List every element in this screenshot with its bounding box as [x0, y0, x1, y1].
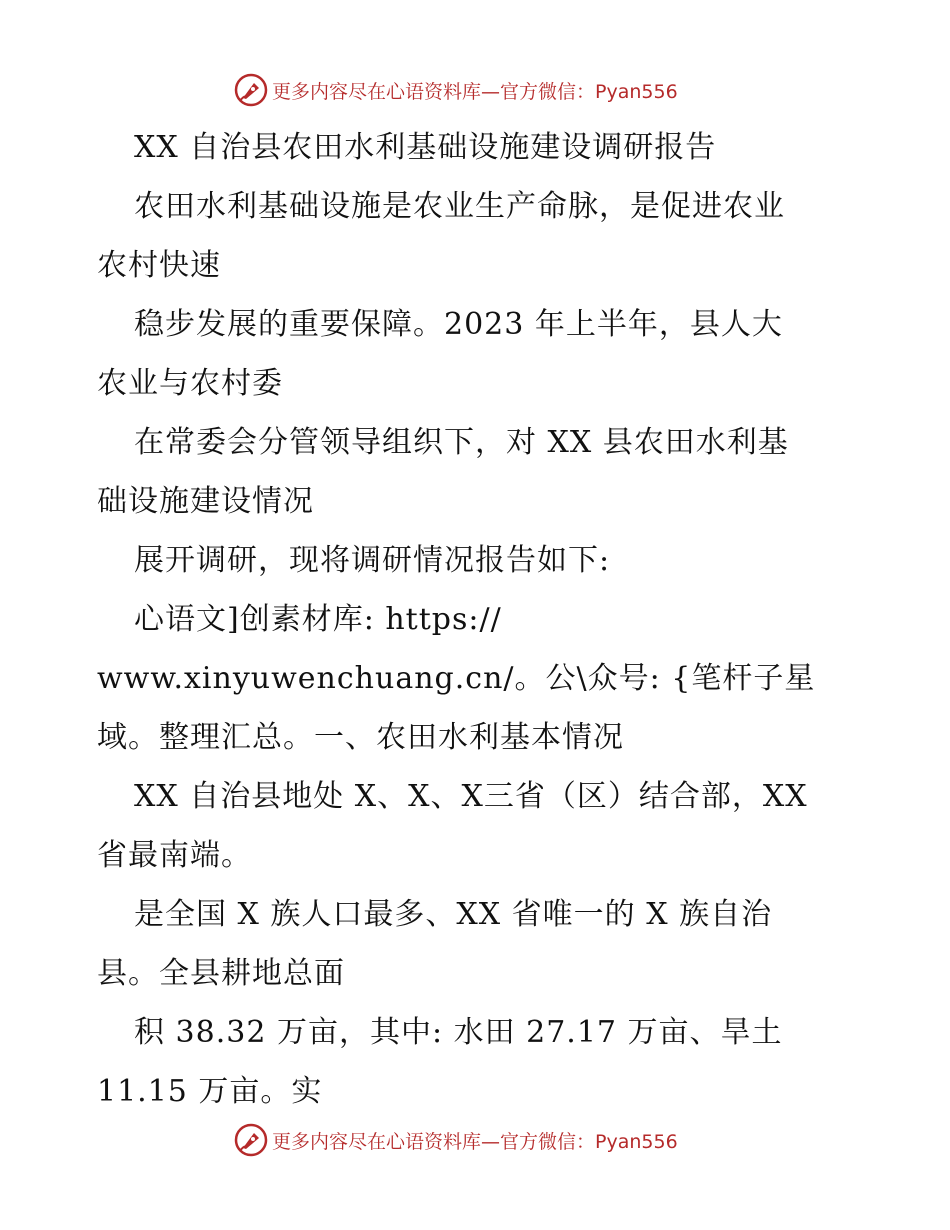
paragraph-line: www.xinyuwenchuang.cn/。公\众号: {笔杆子星 — [97, 661, 816, 696]
paragraph-line: 展开调研，现将调研情况报告如下: — [134, 543, 611, 578]
paragraph-line: 县。全县耕地总面 — [97, 956, 345, 991]
paragraph-line: 心语文]创素材库: https:// — [134, 602, 502, 637]
watermark-text: 更多内容尽在心语资料库—官方微信：Pyan556 — [272, 80, 678, 103]
paragraph-line: 础设施建设情况 — [97, 484, 314, 519]
paragraph-line: XX 自治县地处 X、X、X三省（区）结合部，XX — [134, 779, 808, 814]
watermark-text: 更多内容尽在心语资料库—官方微信：Pyan556 — [272, 1130, 678, 1153]
paragraph-line: 在常委会分管领导组织下，对 XX 县农田水利基 — [134, 425, 789, 460]
footer-watermark — [234, 1122, 678, 1158]
header-watermark — [234, 72, 678, 108]
pen-nib-logo-icon — [234, 73, 268, 107]
paragraph-line: 农田水利基础设施是农业生产命脉，是促进农业 — [134, 189, 785, 224]
paragraph-line: 域。整理汇总。一、农田水利基本情况 — [97, 720, 624, 755]
paragraph-line: 农村快速 — [97, 248, 221, 283]
paragraph-line: 是全国 X 族人口最多、XX 省唯一的 X 族自治 — [134, 897, 773, 932]
pen-nib-logo-icon — [234, 1123, 268, 1157]
document-title: XX 自治县农田水利基础设施建设调研报告 — [134, 130, 717, 165]
document-body — [97, 118, 857, 1121]
paragraph-line: 稳步发展的重要保障。2023 年上半年，县人大 — [134, 307, 783, 342]
paragraph-line: 11.15 万亩。实 — [97, 1074, 323, 1109]
paragraph-line: 农业与农村委 — [97, 366, 283, 401]
paragraph-line: 积 38.32 万亩，其中: 水田 27.17 万亩、旱土 — [134, 1015, 783, 1050]
paragraph-line: 省最南端。 — [97, 838, 252, 873]
